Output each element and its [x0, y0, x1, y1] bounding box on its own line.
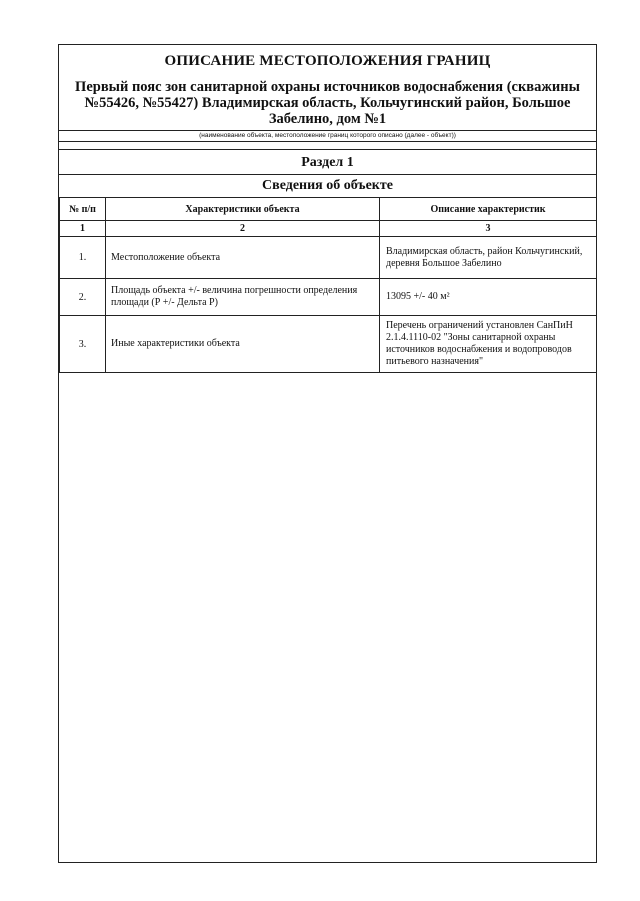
row-characteristic: Местоположение объекта — [106, 237, 380, 279]
table-row — [60, 237, 597, 279]
column-number: 1 — [60, 221, 106, 237]
column-number-row — [60, 221, 597, 237]
section-label: Раздел 1 — [301, 155, 354, 170]
row-characteristic: Площадь объекта +/- величина погрешности определения площади (Р +/- Дельта Р) — [106, 279, 380, 316]
object-name: Первый пояс зон санитарной охраны источников водоснабжения (скважины №55426, №55427) Владимирская область, Кольчугинский район, Большое Забелино, дом №1 — [75, 79, 580, 127]
row-number: 3. — [60, 316, 106, 373]
row-characteristic: Иные характеристики объекта — [106, 316, 380, 373]
table-row — [60, 279, 597, 316]
divider — [59, 149, 596, 150]
divider — [59, 141, 596, 142]
row-number: 2. — [60, 279, 106, 316]
section-title: Сведения об объекте — [262, 178, 393, 193]
header-characteristic: Характеристики объекта — [106, 198, 380, 221]
document-title: ОПИСАНИЕ МЕСТОПОЛОЖЕНИЯ ГРАНИЦ — [164, 53, 491, 69]
column-number: 2 — [106, 221, 380, 237]
table-row — [60, 316, 597, 373]
row-description: Перечень ограничений установлен СанПиН 2.1.4.1110-02 "Зоны санитарной охраны источников водоснабжения и водопроводов питьевого назначения" — [380, 316, 597, 373]
object-name-caption: (наименование объекта, местоположение границ которого описано (далее - объект)) — [199, 132, 456, 139]
row-number: 1. — [60, 237, 106, 279]
divider — [59, 174, 596, 175]
table-header-row — [60, 198, 597, 221]
document-frame — [58, 44, 597, 863]
divider — [59, 130, 596, 131]
header-description: Описание характеристик — [380, 198, 597, 221]
object-info-table — [59, 197, 597, 373]
header-number: № п/п — [60, 198, 106, 221]
column-number: 3 — [380, 221, 597, 237]
row-description: Владимирская область, район Кольчугинский, деревня Большое Забелино — [380, 237, 597, 279]
row-description: 13095 +/- 40 м² — [380, 279, 597, 316]
